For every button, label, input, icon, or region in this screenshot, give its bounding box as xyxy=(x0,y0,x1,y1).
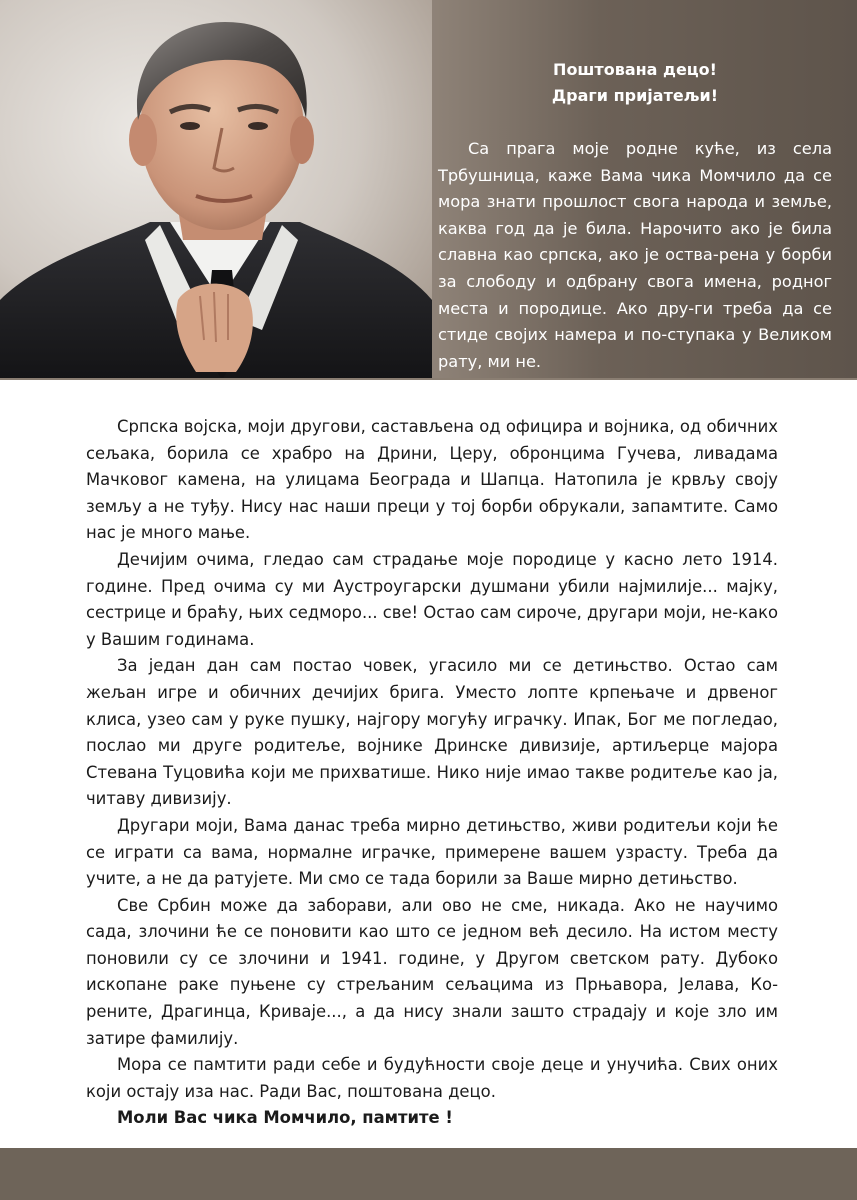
greeting xyxy=(438,57,832,109)
signature: Моли Вас чика Момчило, памтите ! xyxy=(117,1108,453,1128)
banner-divider xyxy=(0,378,857,380)
header-banner xyxy=(0,0,857,380)
body-paragraph-2: Дечијим очима, гледао сам страдање моје породице у касно лето 1914. године. Пред очима су ми Аустроугарски душмани убили најмилије... мајку, сестрице и браћу, њих седморо... све! Остао сам сироче, другари моји, не-како у Вашим годинама. xyxy=(86,549,778,649)
body-paragraph-3: За један дан сам постао човек, угасило ми се детињство. Остао сам жељан игре и обичних дечијих брига. Уместо лопте крпењаче и дрвеног клиса, узео сам у руке пушку, најгору могућу играчку. Ипак, Бог ме погледао, послао ми друге родитеље, војнике Дринске дивизије, артиљерце мајора Стевана Туцовића који ме прихватише. Нико није имао такве родитеље као ја, читаву дивизију. xyxy=(86,656,778,809)
body-paragraph-4: Другари моји, Вама данас треба мирно детињство, живи родитељи који ће се играти са вама, нормалне играчке, примерене вашем узрасту. Треба да учите, а не да ратујете. Ми смо се тада борили за Ваше мирно детињство. xyxy=(86,815,778,889)
body-paragraph-6: Мора се памтити ради себе и будућности своје деце и унучића. Свих оних који остају иза нас. Ради Вас, поштована децо. xyxy=(86,1055,778,1101)
body-paragraph-1: Српска војска, моји другови, састављена од официра и војника, од обичних сељака, борила се храбро на Дрини, Церу, обронцима Гучева, ливадама Мачковог камена, на улицама Београда и Шапца. Натопила је крвљу своју земљу а не туђу. Нису нас наши преци у тој борби обрукали, запамтите. Само нас је много мање. xyxy=(86,417,778,543)
intro-paragraph: Са прага моје родне куће, из села Трбушница, каже Вама чика Момчило да се мора знати прошлост свога народа и земље, каква год да је била. Нарочито ако је била славна као српска, ако је оства-рена у борби за слободу и одбрану свога имена, родног места и породице. Ако дру-ги треба да се стиде својих намера и по-ступака у Великом рату, ми не. xyxy=(438,139,832,371)
greeting-line-1: Поштована децо! xyxy=(553,60,717,79)
body-paragraph-5: Све Србин може да заборави, али ово не сме, никада. Ако не научимо сада, злочини ће се поновити као што се једном већ десило. На истом месту поновили су се злочини и 1941. године, у Другом светском рату. Дубоко ископане раке пуњене су стрељаним сељацима из Прњавора, Јелава, Ко-рените, Драгинца, Криваје..., а да нису знали зашто страдају и које зло им затире фамилију. xyxy=(86,895,778,1048)
portrait-photo xyxy=(0,0,432,380)
footer-bar xyxy=(0,1148,857,1200)
greeting-line-2: Драги пријатељи! xyxy=(551,86,719,105)
letter-body xyxy=(86,414,778,1132)
